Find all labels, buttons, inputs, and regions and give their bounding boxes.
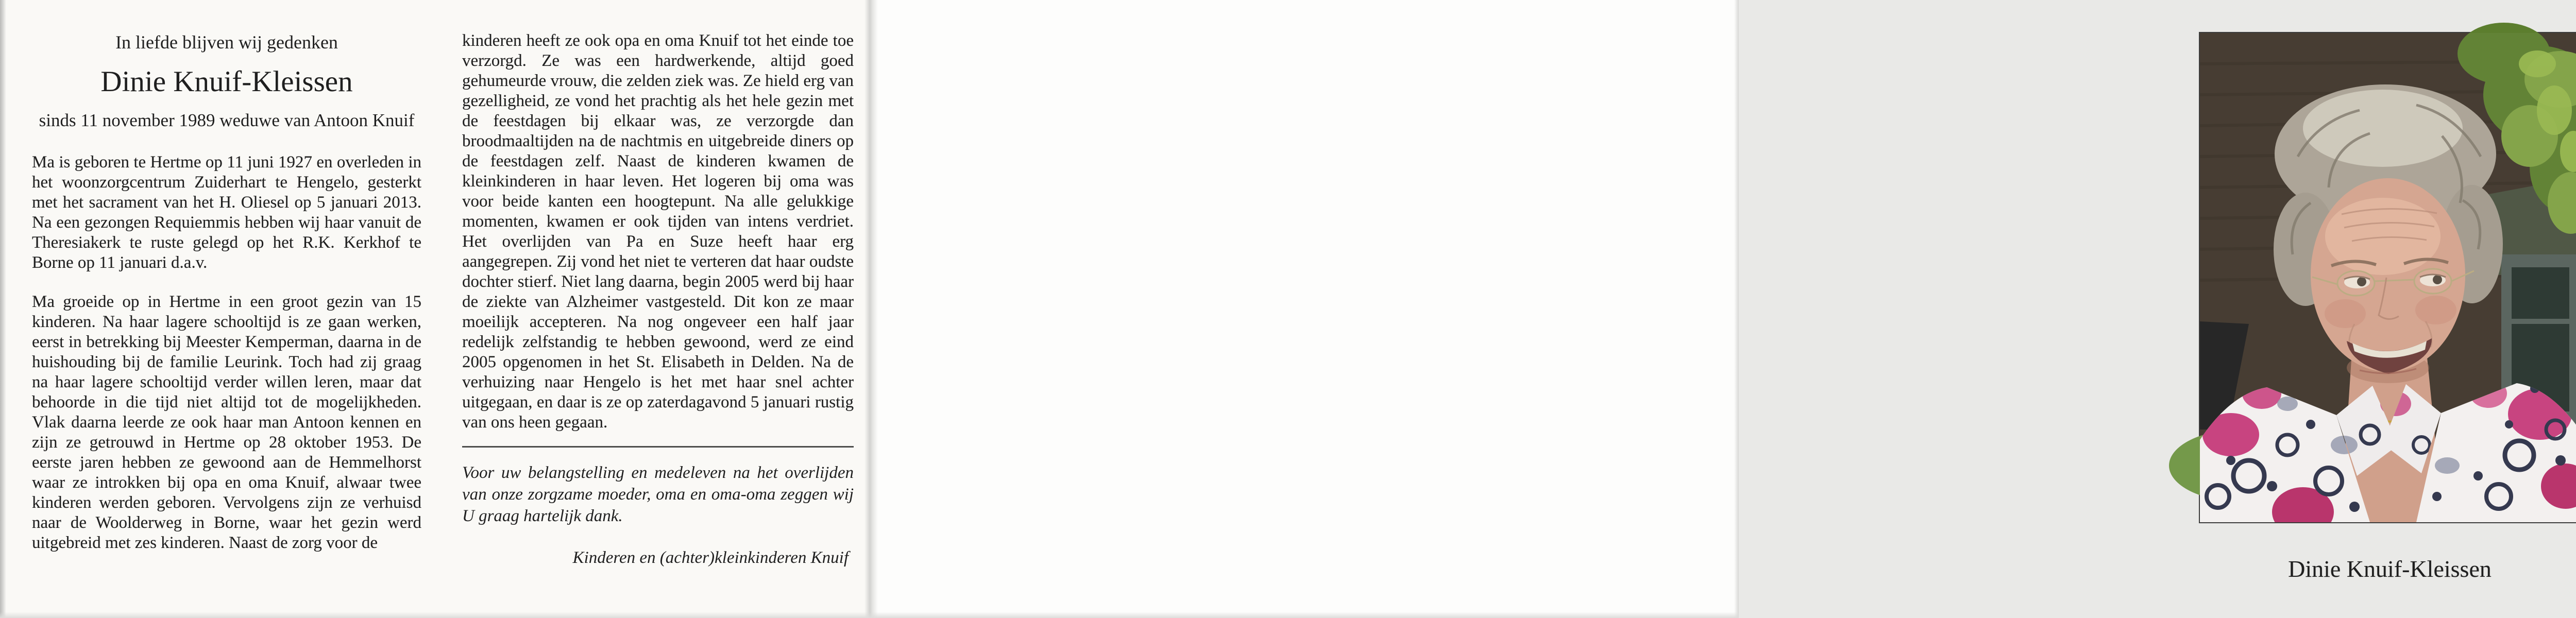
- text-column-2: [462, 31, 854, 568]
- portrait-photo-drawing: [2200, 33, 2576, 522]
- page-right: [871, 0, 2492, 618]
- signature-line: Kinderen en (achter)kleinkinderen Knuif: [572, 548, 849, 567]
- scan-edge-left: [0, 0, 6, 618]
- biography-paragraph-1: Ma is geboren te Hertme op 11 juni 1927 en overleden in het woonzorgcentrum Zuiderhart te Hengelo, gesterkt met het sacrament van het H. Oliesel op 5 januari 2013. Na een gezongen Requiemmis hebben wij haar vanuit de Theresiakerk te ruste gelegd op het R.K. Kerkhof te Borne op 11 januari d.a.v.: [32, 153, 421, 272]
- biography-paragraph-2: Ma groeide op in Hertme in een groot gezin van 15 kinderen. Na haar lagere schooltijd is ze gaan werken, eerst in betrekking bij Meester Kemperman, daarna in de huishouding bij de familie Leurink. Toch had zij graag na haar lagere schooltijd verder willen leren, maar dat behoorde in die tijd niet altijd tot de mogelijkheden. Vlak daarna leerde ze ook haar man Antoon kennen en zijn ze getrouwd in Hertme op 28 oktober 1953. De eerste jaren hebben ze gewoond aan de Hemmelhorst waar ze introkken bij opa en oma Knuif, alwaar twee kinderen werden geboren. Vervolgens zijn ze verhuisd naar de Woolderweg in Borne, waar het gezin werd uitgebreid met zes kinderen. Naast de zorg voor de: [32, 293, 421, 552]
- photo-caption: Dinie Knuif-Kleissen: [2288, 556, 2492, 582]
- biography-paragraph-3: kinderen heeft ze ook opa en oma Knuif tot het einde toe verzorgd. Ze was een hardwerkende, altijd goed gehumeurde vrouw, die zelden ziek was. Ze hield erg van gezelligheid, ze vond het prachtig als het hele gezin met de feestdagen bij elkaar was, ze verzorgde dan broodmaaltijden na de nachtmis en uitgebreide diners op de feestdagen zelf. Naast de kinderen kwamen de kleinkinderen in haar leven. Het logeren bij oma was voor beide kanten een hoogtepunt. Na alle gelukkige momenten, kwamen er ook tijden van intens verdriet. Het overlijden van Pa en Suze heeft haar erg aangegrepen. Zij vond het niet te verteren dat haar oudste dochter stierf. Niet lang daarna, begin 2005 werd bij haar de ziekte van Alzheimer vastgesteld. Dit kon ze maar moeilijk accepteren. Na nog ongeveer een half jaar redelijk zelfstandig te hebben gewoond, werd ze eind 2005 opgenomen in het St. Elisabeth in Delden. Na de verhuizing naar Hengelo is het met haar snel achter uitgegaan, en daar is ze op zaterdagavond 5 januari rustig van ons heen gegaan.: [462, 31, 854, 432]
- deceased-name: Dinie Knuif-Kleissen: [100, 65, 353, 98]
- portrait-photo: [2199, 32, 2576, 523]
- header-block: [32, 31, 421, 132]
- thank-you-note: Voor uw belangstelling en medeleven na het overlijden van onze zorgzame moeder, oma en oma-oma zeggen wij U graag hartelijk dank.: [462, 464, 854, 525]
- memorial-line: In liefde blijven wij gedenken: [115, 32, 338, 53]
- divider-rule: [462, 446, 854, 448]
- text-column-1: [32, 31, 421, 553]
- scan-edge-bottom: [0, 612, 1739, 618]
- scan-edge-right: [1734, 0, 1739, 618]
- page-left: [0, 0, 871, 618]
- page-fold-shadow: [865, 0, 878, 618]
- widow-line: sinds 11 november 1989 weduwe van Antoon Knuif: [39, 110, 415, 130]
